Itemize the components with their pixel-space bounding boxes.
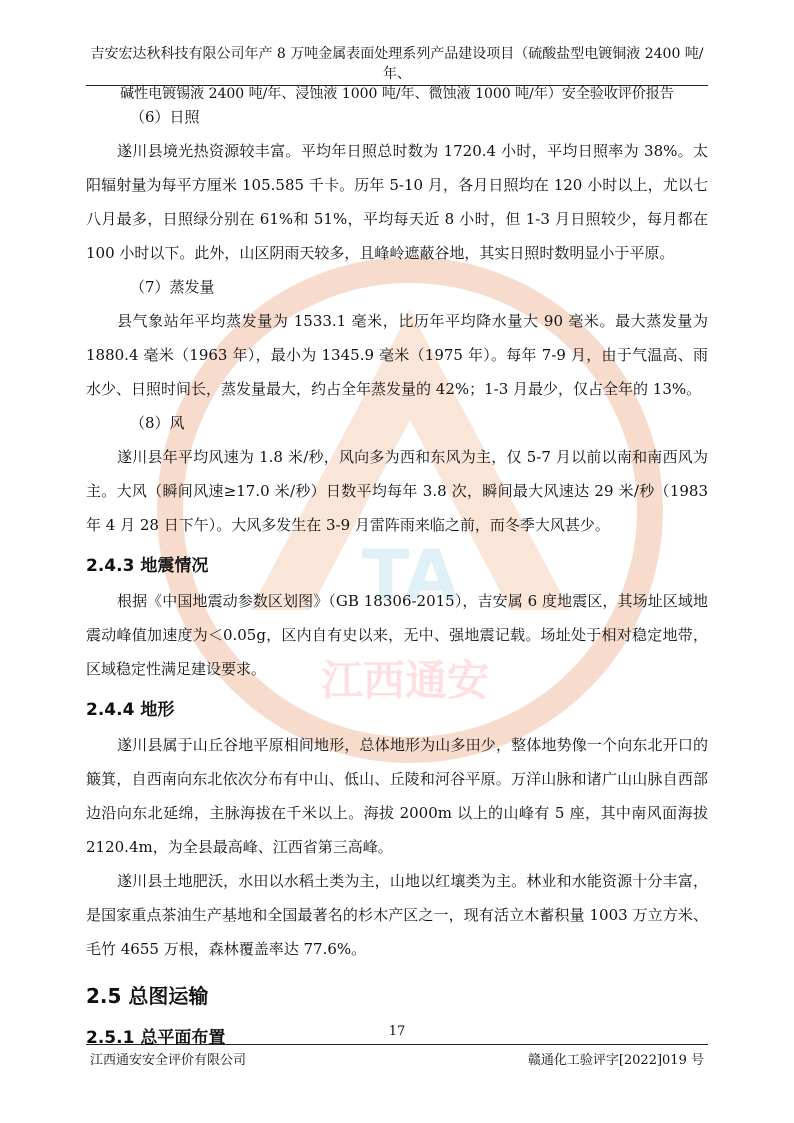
earthquake-paragraph: 根据《中国地震动参数区划图》（GB 18306-2015），吉安属 6 度地震区，其场址区域地震动峰值加速度为＜0.05g，区内自有史以来，无中、强地震记载。场址处于相对稳定地带，区域稳定性满足建设要求。 xyxy=(86,592,708,678)
seal-stamp-text: 江西通安 xyxy=(320,656,490,705)
page-body xyxy=(86,100,708,1056)
page-header xyxy=(86,44,708,104)
header-divider xyxy=(86,85,708,86)
sunshine-paragraph: 遂川县境光热资源较丰富。平均年日照总时数为 1720.4 小时，平均日照率为 38%。太阳辐射量为每平方厘米 105.585 千卡。历年 5-10 月，各月日照均在 120 小时以上，尤以七八月最多，日照绿分别在 61%和 51%，平均每天近 8 小时，但 1-3 月日照较少，每月都在 100 小时以下。此外，山区阴雨天较多，且峰岭遮蔽谷地，其实日照时数明显小于平原。 xyxy=(86,142,708,262)
terrain-paragraph-2: 遂川县土地肥沃，水田以水稻土类为主，山地以红壤类为主。林业和水能资源十分丰富，是国家重点茶油生产基地和全国最著名的杉木产区之一，现有活立木蓄积量 1003 万立方米、毛竹 4655 万根，森林覆盖率达 77.6%。 xyxy=(86,872,708,958)
evaporation-subtitle: （7）蒸发量 xyxy=(130,278,215,296)
seal-letters: TA xyxy=(361,535,459,617)
sunshine-subtitle: （6）日照 xyxy=(130,108,200,126)
site-plan-heading: 2.5.1 总平面布置 xyxy=(86,1028,226,1048)
header-line-1: 吉安宏达秋科技有限公司年产 8 万吨金属表面处理系列产品建设项目（硫酸盐型电镀铜液 2400 吨/年、 xyxy=(90,46,704,82)
evaporation-paragraph: 县气象站年平均蒸发量为 1533.1 毫米，比历年平均降水量大 90 毫米。最大蒸发量为 1880.4 毫米（1963 年），最小为 1345.9 毫米（1975 年）。每年 7-9 月，由于气温高、雨水少、日照时间长，蒸发量最大，约占全年蒸发量的 42%；1-3 月最少，仅占全年的 13%。 xyxy=(86,312,708,398)
footer-company: 江西通安安全评价有限公司 xyxy=(90,1053,247,1068)
wind-subtitle: （8）风 xyxy=(130,414,185,432)
terrain-paragraph-1: 遂川县属于山丘谷地平原相间地形，总体地形为山多田少，整体地势像一个向东北开口的簸箕，自西南向东北依次分布有中山、低山、丘陵和河谷平原。万洋山脉和诸广山山脉自西部边沿向东北延绵，主脉海拔在千米以上。海拔 2000m 以上的山峰有 5 座，其中南风面海拔 2120.4m，为全县最高峰、江西省第三高峰。 xyxy=(86,736,708,856)
general-layout-heading: 2.5 总图运输 xyxy=(86,984,209,1008)
page-number: 17 xyxy=(388,1024,406,1039)
footer-document-code: 赣通化工验评字[2022]019 号 xyxy=(527,1053,704,1068)
header-line-2: 碱性电镀锡液 2400 吨/年、浸蚀液 1000 吨/年、微蚀液 1000 吨/年）安全验收评价报告 xyxy=(120,86,674,102)
footer-divider xyxy=(86,1044,708,1045)
wind-paragraph: 遂川县年平均风速为 1.8 米/秒，风向多为西和东风为主，仅 5-7 月以前以南和南西风为主。大风（瞬间风速≥17.0 米/秒）日数平均每年 3.8 次，瞬间最大风速达 29 米/秒（1983 年 4 月 28 日下午）。大风多发生在 3-9 月雷阵雨来临之前，而冬季大风甚少。 xyxy=(86,448,708,534)
terrain-heading: 2.4.4 地形 xyxy=(86,700,175,720)
earthquake-heading: 2.4.3 地震情况 xyxy=(86,556,209,576)
